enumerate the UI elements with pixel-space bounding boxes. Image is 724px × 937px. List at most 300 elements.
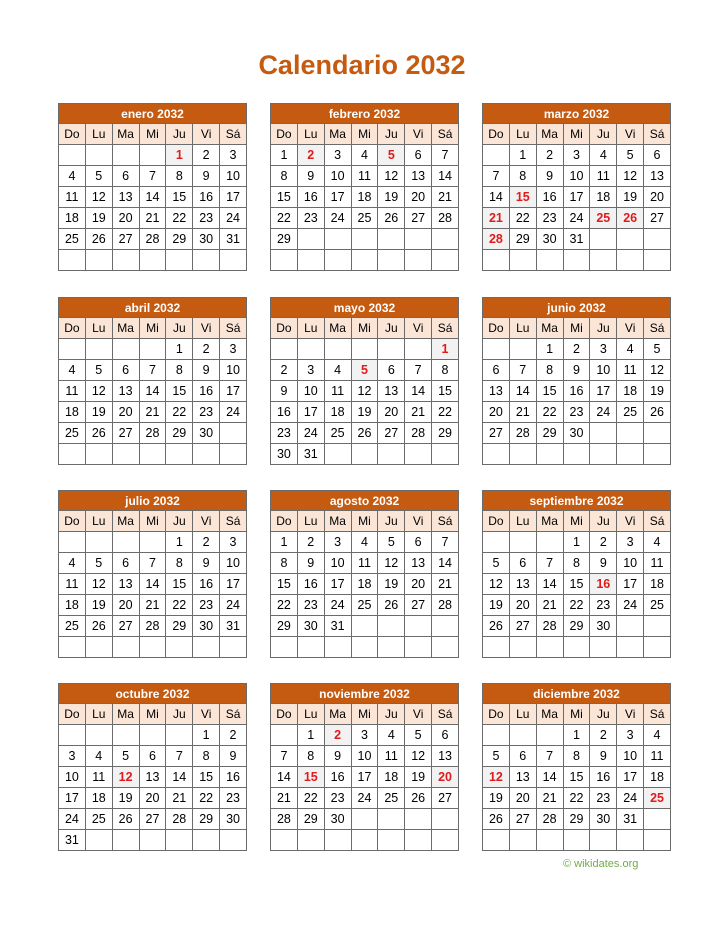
empty-day-cell bbox=[483, 444, 510, 465]
day-cell: 13 bbox=[405, 553, 432, 574]
empty-day-cell bbox=[536, 637, 563, 658]
day-cell: 30 bbox=[563, 423, 590, 444]
day-cell: 23 bbox=[271, 423, 298, 444]
day-cell: 25 bbox=[644, 595, 671, 616]
empty-day-cell bbox=[271, 339, 298, 360]
day-cell: 18 bbox=[85, 788, 112, 809]
day-cell: 24 bbox=[351, 788, 378, 809]
weekday-label: Sá bbox=[644, 318, 671, 339]
day-cell: 1 bbox=[166, 339, 193, 360]
weekday-label: Ju bbox=[166, 704, 193, 725]
day-cell: 15 bbox=[563, 574, 590, 595]
footer-credit: © wikidates.org bbox=[563, 858, 639, 870]
day-cell: 21 bbox=[432, 574, 459, 595]
day-cell: 4 bbox=[644, 532, 671, 553]
empty-day-cell bbox=[351, 250, 378, 271]
day-cell: 27 bbox=[139, 809, 166, 830]
day-cell: 16 bbox=[297, 574, 324, 595]
weekday-label: Ma bbox=[112, 318, 139, 339]
day-cell: 29 bbox=[509, 229, 536, 250]
holiday-day-cell: 16 bbox=[590, 574, 617, 595]
day-cell: 24 bbox=[324, 595, 351, 616]
day-cell: 18 bbox=[59, 595, 86, 616]
day-cell: 25 bbox=[85, 809, 112, 830]
day-cell: 27 bbox=[112, 616, 139, 637]
day-cell: 18 bbox=[617, 381, 644, 402]
empty-day-cell bbox=[405, 616, 432, 637]
empty-day-cell bbox=[509, 532, 536, 553]
day-cell: 9 bbox=[563, 360, 590, 381]
day-cell: 31 bbox=[297, 444, 324, 465]
empty-day-cell bbox=[85, 637, 112, 658]
empty-day-cell bbox=[617, 830, 644, 851]
weekday-label: Lu bbox=[509, 704, 536, 725]
day-cell: 14 bbox=[166, 767, 193, 788]
day-cell: 18 bbox=[351, 574, 378, 595]
weekday-label: Ju bbox=[166, 511, 193, 532]
day-cell: 30 bbox=[193, 229, 220, 250]
day-cell: 3 bbox=[59, 746, 86, 767]
day-cell: 13 bbox=[483, 381, 510, 402]
day-cell: 18 bbox=[590, 187, 617, 208]
weekday-label: Vi bbox=[193, 318, 220, 339]
day-cell: 19 bbox=[351, 402, 378, 423]
empty-day-cell bbox=[139, 339, 166, 360]
empty-day-cell bbox=[85, 339, 112, 360]
empty-day-cell bbox=[166, 830, 193, 851]
day-cell: 10 bbox=[324, 166, 351, 187]
day-cell: 1 bbox=[509, 145, 536, 166]
weekday-label: Ma bbox=[536, 511, 563, 532]
empty-day-cell bbox=[220, 250, 247, 271]
day-cell: 6 bbox=[432, 725, 459, 746]
day-cell: 3 bbox=[617, 532, 644, 553]
weekday-label: Vi bbox=[405, 704, 432, 725]
day-cell: 20 bbox=[644, 187, 671, 208]
empty-day-cell bbox=[509, 444, 536, 465]
day-cell: 5 bbox=[112, 746, 139, 767]
empty-day-cell bbox=[324, 830, 351, 851]
day-cell: 24 bbox=[617, 788, 644, 809]
day-cell: 30 bbox=[590, 809, 617, 830]
day-cell: 24 bbox=[324, 208, 351, 229]
day-cell: 30 bbox=[297, 616, 324, 637]
weekday-label: Vi bbox=[193, 704, 220, 725]
month-table bbox=[270, 683, 459, 851]
day-cell: 18 bbox=[644, 574, 671, 595]
day-cell: 22 bbox=[166, 402, 193, 423]
weekday-label: Sá bbox=[432, 318, 459, 339]
weekday-label: Lu bbox=[509, 511, 536, 532]
day-cell: 2 bbox=[536, 145, 563, 166]
day-cell: 29 bbox=[536, 423, 563, 444]
day-cell: 7 bbox=[536, 553, 563, 574]
day-cell: 12 bbox=[378, 553, 405, 574]
empty-day-cell bbox=[405, 830, 432, 851]
day-cell: 27 bbox=[378, 423, 405, 444]
day-cell: 4 bbox=[324, 360, 351, 381]
day-cell: 30 bbox=[590, 616, 617, 637]
day-cell: 10 bbox=[59, 767, 86, 788]
weekday-label: Vi bbox=[617, 511, 644, 532]
empty-day-cell bbox=[112, 444, 139, 465]
month-table bbox=[482, 103, 671, 271]
day-cell: 13 bbox=[112, 381, 139, 402]
day-cell: 22 bbox=[536, 402, 563, 423]
day-cell: 23 bbox=[220, 788, 247, 809]
empty-day-cell bbox=[351, 339, 378, 360]
day-cell: 6 bbox=[405, 532, 432, 553]
day-cell: 4 bbox=[351, 145, 378, 166]
day-cell: 3 bbox=[324, 145, 351, 166]
day-cell: 22 bbox=[432, 402, 459, 423]
day-cell: 14 bbox=[536, 767, 563, 788]
day-cell: 11 bbox=[590, 166, 617, 187]
day-cell: 18 bbox=[324, 402, 351, 423]
weekday-label: Mi bbox=[563, 318, 590, 339]
day-cell: 17 bbox=[617, 574, 644, 595]
day-cell: 1 bbox=[271, 145, 298, 166]
day-cell: 22 bbox=[563, 788, 590, 809]
month-table bbox=[270, 103, 459, 271]
day-cell: 6 bbox=[112, 360, 139, 381]
empty-day-cell bbox=[297, 339, 324, 360]
day-cell: 8 bbox=[271, 166, 298, 187]
day-cell: 15 bbox=[193, 767, 220, 788]
day-cell: 17 bbox=[590, 381, 617, 402]
weekday-label: Mi bbox=[139, 704, 166, 725]
weekday-label: Vi bbox=[193, 511, 220, 532]
weekday-label: Vi bbox=[405, 511, 432, 532]
empty-day-cell bbox=[590, 250, 617, 271]
day-cell: 26 bbox=[351, 423, 378, 444]
holiday-day-cell: 15 bbox=[297, 767, 324, 788]
day-cell: 19 bbox=[405, 767, 432, 788]
day-cell: 19 bbox=[85, 595, 112, 616]
empty-day-cell bbox=[166, 250, 193, 271]
empty-day-cell bbox=[271, 830, 298, 851]
day-cell: 26 bbox=[644, 402, 671, 423]
empty-day-cell bbox=[351, 830, 378, 851]
weekday-label: Vi bbox=[617, 704, 644, 725]
empty-day-cell bbox=[378, 830, 405, 851]
day-cell: 9 bbox=[193, 553, 220, 574]
day-cell: 27 bbox=[405, 208, 432, 229]
day-cell: 27 bbox=[432, 788, 459, 809]
day-cell: 3 bbox=[220, 532, 247, 553]
empty-day-cell bbox=[405, 444, 432, 465]
day-cell: 16 bbox=[271, 402, 298, 423]
day-cell: 1 bbox=[193, 725, 220, 746]
day-cell: 2 bbox=[271, 360, 298, 381]
day-cell: 29 bbox=[563, 809, 590, 830]
empty-day-cell bbox=[483, 830, 510, 851]
weekday-label: Lu bbox=[85, 511, 112, 532]
empty-day-cell bbox=[617, 229, 644, 250]
weekday-label: Lu bbox=[297, 704, 324, 725]
day-cell: 10 bbox=[617, 553, 644, 574]
day-cell: 25 bbox=[617, 402, 644, 423]
empty-day-cell bbox=[271, 725, 298, 746]
weekday-label: Ju bbox=[590, 318, 617, 339]
empty-day-cell bbox=[139, 250, 166, 271]
day-cell: 7 bbox=[432, 532, 459, 553]
day-cell: 22 bbox=[193, 788, 220, 809]
day-cell: 28 bbox=[536, 616, 563, 637]
empty-day-cell bbox=[644, 444, 671, 465]
weekday-label: Sá bbox=[432, 704, 459, 725]
empty-day-cell bbox=[112, 532, 139, 553]
day-cell: 24 bbox=[617, 595, 644, 616]
page-title: Calendario 2032 bbox=[258, 50, 466, 80]
weekday-label: Sá bbox=[432, 124, 459, 145]
day-cell: 16 bbox=[193, 187, 220, 208]
day-cell: 31 bbox=[220, 616, 247, 637]
day-cell: 9 bbox=[193, 360, 220, 381]
day-cell: 29 bbox=[271, 229, 298, 250]
empty-day-cell bbox=[563, 444, 590, 465]
weekday-label: Ju bbox=[378, 511, 405, 532]
day-cell: 20 bbox=[509, 595, 536, 616]
empty-day-cell bbox=[405, 637, 432, 658]
day-cell: 20 bbox=[405, 574, 432, 595]
day-cell: 17 bbox=[617, 767, 644, 788]
day-cell: 13 bbox=[644, 166, 671, 187]
day-cell: 16 bbox=[536, 187, 563, 208]
day-cell: 5 bbox=[644, 339, 671, 360]
weekday-label: Do bbox=[483, 704, 510, 725]
day-cell: 2 bbox=[297, 532, 324, 553]
empty-day-cell bbox=[139, 725, 166, 746]
day-cell: 6 bbox=[112, 553, 139, 574]
empty-day-cell bbox=[644, 637, 671, 658]
empty-day-cell bbox=[432, 444, 459, 465]
day-cell: 6 bbox=[509, 553, 536, 574]
holiday-day-cell: 15 bbox=[509, 187, 536, 208]
weekday-label: Ma bbox=[112, 511, 139, 532]
day-cell: 20 bbox=[509, 788, 536, 809]
day-cell: 16 bbox=[563, 381, 590, 402]
weekday-label: Do bbox=[271, 704, 298, 725]
weekday-label: Do bbox=[59, 124, 86, 145]
day-cell: 21 bbox=[166, 788, 193, 809]
day-cell: 25 bbox=[378, 788, 405, 809]
empty-day-cell bbox=[85, 145, 112, 166]
empty-day-cell bbox=[590, 444, 617, 465]
day-cell: 25 bbox=[324, 423, 351, 444]
weekday-label: Do bbox=[59, 511, 86, 532]
empty-day-cell bbox=[590, 637, 617, 658]
empty-day-cell bbox=[139, 145, 166, 166]
empty-day-cell bbox=[324, 229, 351, 250]
weekday-label: Ma bbox=[536, 124, 563, 145]
day-cell: 12 bbox=[351, 381, 378, 402]
day-cell: 12 bbox=[617, 166, 644, 187]
day-cell: 20 bbox=[112, 208, 139, 229]
day-cell: 13 bbox=[112, 187, 139, 208]
day-cell: 8 bbox=[166, 166, 193, 187]
empty-day-cell bbox=[644, 809, 671, 830]
day-cell: 4 bbox=[617, 339, 644, 360]
empty-day-cell bbox=[193, 250, 220, 271]
weekday-label: Ju bbox=[590, 124, 617, 145]
weekday-label: Lu bbox=[297, 318, 324, 339]
weekday-label: Mi bbox=[139, 511, 166, 532]
day-cell: 2 bbox=[193, 339, 220, 360]
day-cell: 11 bbox=[617, 360, 644, 381]
empty-day-cell bbox=[112, 830, 139, 851]
day-cell: 11 bbox=[378, 746, 405, 767]
empty-day-cell bbox=[644, 250, 671, 271]
day-cell: 28 bbox=[509, 423, 536, 444]
empty-day-cell bbox=[644, 830, 671, 851]
day-cell: 26 bbox=[378, 595, 405, 616]
day-cell: 23 bbox=[324, 788, 351, 809]
day-cell: 13 bbox=[432, 746, 459, 767]
month-table bbox=[58, 103, 247, 271]
day-cell: 17 bbox=[220, 187, 247, 208]
empty-day-cell bbox=[324, 339, 351, 360]
day-cell: 6 bbox=[644, 145, 671, 166]
day-cell: 29 bbox=[297, 809, 324, 830]
day-cell: 19 bbox=[483, 788, 510, 809]
day-cell: 31 bbox=[563, 229, 590, 250]
month-title: septiembre 2032 bbox=[483, 491, 671, 511]
weekday-label: Sá bbox=[220, 318, 247, 339]
empty-day-cell bbox=[483, 532, 510, 553]
day-cell: 12 bbox=[85, 381, 112, 402]
day-cell: 19 bbox=[617, 187, 644, 208]
empty-day-cell bbox=[617, 423, 644, 444]
day-cell: 24 bbox=[220, 402, 247, 423]
empty-day-cell bbox=[590, 830, 617, 851]
empty-day-cell bbox=[166, 637, 193, 658]
weekday-label: Ju bbox=[166, 124, 193, 145]
weekday-label: Ju bbox=[590, 511, 617, 532]
day-cell: 10 bbox=[220, 166, 247, 187]
day-cell: 22 bbox=[509, 208, 536, 229]
weekday-label: Lu bbox=[509, 318, 536, 339]
day-cell: 15 bbox=[536, 381, 563, 402]
day-cell: 10 bbox=[563, 166, 590, 187]
empty-day-cell bbox=[351, 616, 378, 637]
day-cell: 10 bbox=[220, 360, 247, 381]
day-cell: 23 bbox=[536, 208, 563, 229]
day-cell: 7 bbox=[405, 360, 432, 381]
month-title: julio 2032 bbox=[59, 491, 247, 511]
day-cell: 25 bbox=[59, 616, 86, 637]
day-cell: 3 bbox=[220, 339, 247, 360]
month-table bbox=[270, 490, 459, 658]
day-cell: 5 bbox=[483, 746, 510, 767]
day-cell: 22 bbox=[271, 595, 298, 616]
day-cell: 15 bbox=[166, 381, 193, 402]
day-cell: 24 bbox=[297, 423, 324, 444]
day-cell: 14 bbox=[483, 187, 510, 208]
empty-day-cell bbox=[297, 229, 324, 250]
day-cell: 9 bbox=[590, 746, 617, 767]
weekday-label: Mi bbox=[139, 318, 166, 339]
day-cell: 12 bbox=[378, 166, 405, 187]
empty-day-cell bbox=[509, 830, 536, 851]
day-cell: 22 bbox=[563, 595, 590, 616]
day-cell: 14 bbox=[432, 553, 459, 574]
month-title: junio 2032 bbox=[483, 298, 671, 318]
day-cell: 26 bbox=[112, 809, 139, 830]
empty-day-cell bbox=[432, 229, 459, 250]
empty-day-cell bbox=[405, 339, 432, 360]
empty-day-cell bbox=[483, 339, 510, 360]
day-cell: 30 bbox=[220, 809, 247, 830]
empty-day-cell bbox=[112, 145, 139, 166]
day-cell: 29 bbox=[166, 229, 193, 250]
month-title: abril 2032 bbox=[59, 298, 247, 318]
day-cell: 30 bbox=[271, 444, 298, 465]
day-cell: 25 bbox=[59, 229, 86, 250]
empty-day-cell bbox=[112, 637, 139, 658]
day-cell: 17 bbox=[351, 767, 378, 788]
day-cell: 1 bbox=[297, 725, 324, 746]
empty-day-cell bbox=[351, 444, 378, 465]
empty-day-cell bbox=[536, 830, 563, 851]
day-cell: 9 bbox=[324, 746, 351, 767]
day-cell: 20 bbox=[112, 402, 139, 423]
day-cell: 22 bbox=[297, 788, 324, 809]
month-title: mayo 2032 bbox=[271, 298, 459, 318]
day-cell: 16 bbox=[193, 574, 220, 595]
day-cell: 28 bbox=[271, 809, 298, 830]
day-cell: 11 bbox=[59, 187, 86, 208]
day-cell: 16 bbox=[220, 767, 247, 788]
weekday-label: Mi bbox=[351, 704, 378, 725]
empty-day-cell bbox=[617, 616, 644, 637]
empty-day-cell bbox=[536, 444, 563, 465]
empty-day-cell bbox=[617, 637, 644, 658]
weekday-label: Sá bbox=[220, 704, 247, 725]
day-cell: 6 bbox=[509, 746, 536, 767]
day-cell: 11 bbox=[351, 553, 378, 574]
day-cell: 17 bbox=[563, 187, 590, 208]
day-cell: 13 bbox=[139, 767, 166, 788]
empty-day-cell bbox=[509, 339, 536, 360]
empty-day-cell bbox=[324, 250, 351, 271]
day-cell: 28 bbox=[536, 809, 563, 830]
day-cell: 16 bbox=[193, 381, 220, 402]
day-cell: 9 bbox=[536, 166, 563, 187]
day-cell: 19 bbox=[483, 595, 510, 616]
day-cell: 29 bbox=[271, 616, 298, 637]
day-cell: 27 bbox=[405, 595, 432, 616]
empty-day-cell bbox=[351, 229, 378, 250]
day-cell: 28 bbox=[139, 423, 166, 444]
day-cell: 24 bbox=[563, 208, 590, 229]
day-cell: 26 bbox=[483, 809, 510, 830]
day-cell: 26 bbox=[378, 208, 405, 229]
day-cell: 3 bbox=[590, 339, 617, 360]
day-cell: 28 bbox=[432, 595, 459, 616]
day-cell: 21 bbox=[139, 595, 166, 616]
day-cell: 29 bbox=[166, 423, 193, 444]
weekday-label: Ju bbox=[166, 318, 193, 339]
day-cell: 3 bbox=[563, 145, 590, 166]
day-cell: 5 bbox=[378, 532, 405, 553]
day-cell: 2 bbox=[193, 532, 220, 553]
weekday-label: Sá bbox=[644, 124, 671, 145]
day-cell: 9 bbox=[271, 381, 298, 402]
empty-day-cell bbox=[378, 444, 405, 465]
day-cell: 9 bbox=[297, 553, 324, 574]
day-cell: 29 bbox=[193, 809, 220, 830]
